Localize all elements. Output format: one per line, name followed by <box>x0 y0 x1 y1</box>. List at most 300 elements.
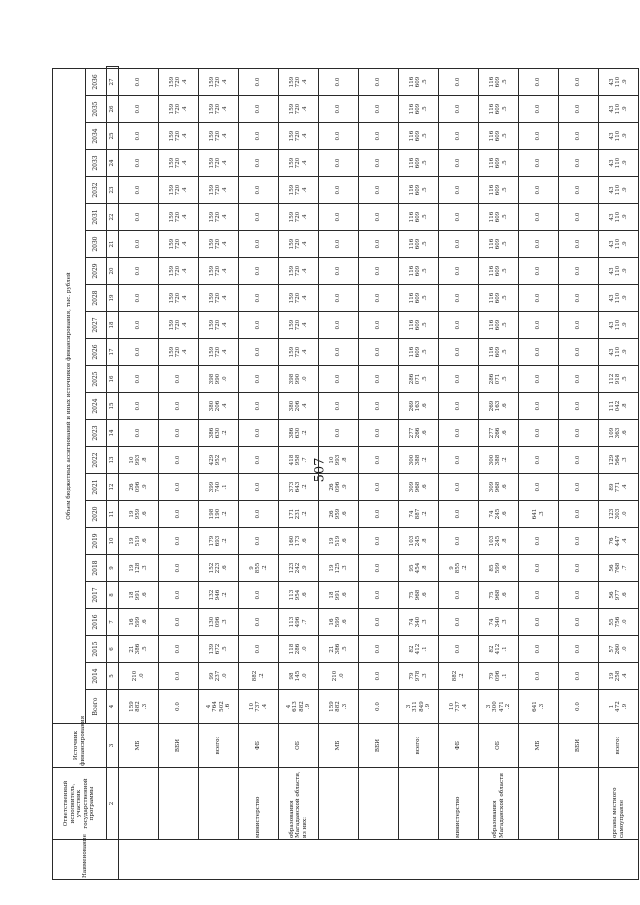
value-cell <box>519 231 559 258</box>
value-cell <box>519 68 559 95</box>
value-cell <box>199 636 239 663</box>
value-cell <box>359 258 399 285</box>
column-number: 10 <box>107 528 119 555</box>
value-text: 0.0 <box>455 509 462 519</box>
value-text: 0.0 <box>335 347 342 357</box>
value-text: 74 887 .2 <box>408 508 428 520</box>
value-text: 0.0 <box>535 158 542 168</box>
executor-cell <box>119 768 159 840</box>
value-text: 0.0 <box>535 185 542 195</box>
value-text: 0.0 <box>375 131 382 141</box>
value-cell <box>279 582 319 609</box>
value-text: 10 993 .8 <box>328 454 348 466</box>
value-cell <box>559 123 599 150</box>
value-text: 198 190 .2 <box>208 508 228 520</box>
executor-cell <box>519 768 559 840</box>
value-cell <box>239 474 279 501</box>
value-text: 43 110 .9 <box>608 292 628 304</box>
value-text: 0.0 <box>535 374 542 384</box>
value-cell <box>439 663 479 690</box>
value-cell <box>119 96 159 123</box>
value-text: 21 386 .5 <box>328 643 348 655</box>
column-number: 23 <box>107 177 119 204</box>
page-number: 507 <box>312 457 328 483</box>
value-text: 0.0 <box>575 212 582 222</box>
value-text: 159 882 .3 <box>328 701 348 712</box>
value-text: 0.0 <box>135 374 142 384</box>
value-text: 159 720 .4 <box>168 238 188 250</box>
value-text: 380 206 .4 <box>288 400 308 412</box>
value-cell <box>319 474 359 501</box>
value-cell <box>439 474 479 501</box>
value-cell <box>599 177 639 204</box>
value-cell <box>199 177 239 204</box>
value-cell <box>559 177 599 204</box>
value-cell <box>119 582 159 609</box>
value-cell <box>279 366 319 393</box>
value-text: 0.0 <box>455 212 462 222</box>
value-cell <box>279 123 319 150</box>
value-text: 0.0 <box>455 104 462 114</box>
value-cell <box>239 447 279 474</box>
column-number: 25 <box>107 123 119 150</box>
value-cell <box>599 150 639 177</box>
value-cell <box>399 123 439 150</box>
value-text: 159 720 .4 <box>288 238 308 250</box>
value-text: 277 266 .6 <box>408 427 428 439</box>
value-cell <box>399 177 439 204</box>
value-text: 43 110 .9 <box>608 184 628 196</box>
value-text: 0.0 <box>135 401 142 411</box>
value-cell <box>479 501 519 528</box>
value-text: 43 110 .9 <box>608 265 628 277</box>
value-text: 0.0 <box>575 428 582 438</box>
column-number: 15 <box>107 393 119 420</box>
table-row <box>599 67 639 880</box>
value-cell <box>439 420 479 447</box>
year-header: 2022 <box>86 447 107 474</box>
value-cell <box>319 528 359 555</box>
name-cell <box>119 840 639 880</box>
column-number: 11 <box>107 501 119 528</box>
value-cell <box>239 150 279 177</box>
value-text: 116 609 .5 <box>408 319 428 331</box>
value-text: 0.0 <box>175 563 182 573</box>
value-cell <box>119 474 159 501</box>
executor-cell: образования Магаданской области <box>479 768 519 840</box>
value-text: 0.0 <box>535 644 542 654</box>
value-text: 0.0 <box>535 590 542 600</box>
year-header: 2034 <box>86 123 107 150</box>
value-cell <box>519 285 559 312</box>
value-cell <box>159 501 199 528</box>
value-cell <box>519 177 559 204</box>
value-cell <box>399 285 439 312</box>
value-cell <box>239 582 279 609</box>
value-text: 0.0 <box>455 617 462 627</box>
value-text: 0.0 <box>335 158 342 168</box>
value-text: 0.0 <box>175 455 182 465</box>
value-text: 4 764 502 .6 <box>205 701 231 712</box>
value-text: 0.0 <box>175 702 182 711</box>
value-text: 0.0 <box>575 401 582 411</box>
value-cell <box>519 258 559 285</box>
value-cell <box>319 555 359 582</box>
value-text: 79 096 .1 <box>488 670 508 682</box>
table-row <box>239 67 279 880</box>
value-text: 116 609 .5 <box>408 346 428 358</box>
value-text: 112 918 .5 <box>608 373 628 385</box>
value-cell <box>519 150 559 177</box>
value-text: 139 672 .5 <box>208 643 228 655</box>
value-cell <box>279 690 319 724</box>
value-text: 159 720 .4 <box>208 292 228 304</box>
value-cell <box>119 258 159 285</box>
value-cell <box>399 447 439 474</box>
column-number: 14 <box>107 420 119 447</box>
value-text: 0.0 <box>535 104 542 114</box>
value-text: 0.0 <box>455 77 462 87</box>
column-number: 9 <box>107 555 119 582</box>
header-row <box>53 67 86 880</box>
table-row <box>439 67 479 880</box>
value-cell <box>159 150 199 177</box>
value-cell <box>359 555 399 582</box>
value-cell <box>319 285 359 312</box>
value-cell <box>279 339 319 366</box>
value-cell <box>239 68 279 95</box>
value-text: 0.0 <box>335 401 342 411</box>
value-cell <box>559 528 599 555</box>
value-cell <box>559 366 599 393</box>
year-header: 2035 <box>86 96 107 123</box>
value-cell <box>319 501 359 528</box>
value-cell <box>359 312 399 339</box>
value-cell <box>159 177 199 204</box>
value-cell <box>559 393 599 420</box>
value-cell <box>479 96 519 123</box>
value-text: 159 720 .4 <box>208 76 228 88</box>
value-cell <box>479 420 519 447</box>
value-text: 0.0 <box>255 428 262 438</box>
value-text: 0.0 <box>375 77 382 87</box>
value-cell <box>159 339 199 366</box>
value-cell <box>399 366 439 393</box>
value-text: 0.0 <box>375 671 382 681</box>
budget-table-sheet <box>52 66 628 880</box>
value-cell <box>159 123 199 150</box>
value-text: 0.0 <box>535 428 542 438</box>
value-text: 116 609 .5 <box>488 130 508 142</box>
value-text: 0.0 <box>575 590 582 600</box>
funding-source-cell: всего: <box>599 724 639 768</box>
year-header: 2018 <box>86 555 107 582</box>
value-cell <box>199 231 239 258</box>
value-text: 159 720 .4 <box>168 76 188 88</box>
value-text: 398 990 .0 <box>208 373 228 385</box>
value-cell <box>599 582 639 609</box>
value-cell <box>519 420 559 447</box>
value-cell <box>359 609 399 636</box>
value-cell <box>519 528 559 555</box>
value-cell <box>159 285 199 312</box>
value-text: 75 968 .6 <box>408 589 428 601</box>
value-cell <box>279 96 319 123</box>
value-cell <box>399 636 439 663</box>
value-cell <box>359 285 399 312</box>
value-text: 159 720 .4 <box>208 238 228 250</box>
value-text: 159 720 .4 <box>288 157 308 169</box>
value-cell <box>439 150 479 177</box>
value-cell <box>439 231 479 258</box>
value-text: 0.0 <box>375 644 382 654</box>
value-cell <box>359 177 399 204</box>
value-cell <box>119 690 159 724</box>
value-cell <box>399 582 439 609</box>
value-cell <box>519 609 559 636</box>
year-header: 2025 <box>86 366 107 393</box>
value-text: 0.0 <box>135 77 142 87</box>
year-header: 2023 <box>86 420 107 447</box>
value-text: 380 206 .4 <box>208 400 228 412</box>
column-number: 6 <box>107 636 119 663</box>
value-text: 0.0 <box>575 536 582 546</box>
value-text: 26 096 .9 <box>328 481 348 493</box>
value-text: 10 737 .4 <box>448 701 468 712</box>
value-text: 0.0 <box>455 185 462 195</box>
value-text: 0.0 <box>255 482 262 492</box>
value-text: 0.0 <box>255 374 262 384</box>
value-cell <box>199 123 239 150</box>
value-cell <box>599 690 639 724</box>
value-cell <box>319 312 359 339</box>
value-cell <box>439 204 479 231</box>
value-cell <box>599 285 639 312</box>
value-cell <box>399 312 439 339</box>
value-text: 99 237 .0 <box>208 670 228 682</box>
value-cell <box>559 339 599 366</box>
value-text: 386 630 .2 <box>288 427 308 439</box>
value-cell <box>119 204 159 231</box>
funding-source-cell: ВБИ <box>359 724 399 768</box>
value-cell <box>439 96 479 123</box>
value-text: 0.0 <box>575 644 582 654</box>
value-text: 56 768 .7 <box>608 562 628 574</box>
value-cell <box>519 366 559 393</box>
value-text: 159 720 .4 <box>168 130 188 142</box>
value-cell <box>159 393 199 420</box>
value-text: 159 720 .4 <box>288 211 308 223</box>
value-text: 0.0 <box>335 239 342 249</box>
value-text: 0.0 <box>575 509 582 519</box>
value-text: 10 737 .4 <box>248 701 268 712</box>
value-text: 0.0 <box>135 185 142 195</box>
value-text: 373 643 .2 <box>288 481 308 493</box>
value-cell <box>479 177 519 204</box>
value-text: 0.0 <box>175 617 182 627</box>
value-text: 116 609 .5 <box>488 238 508 250</box>
value-text: 113 954 .6 <box>288 589 308 601</box>
value-cell <box>479 582 519 609</box>
value-cell <box>479 528 519 555</box>
value-cell <box>599 204 639 231</box>
year-header: 2028 <box>86 285 107 312</box>
column-number: 24 <box>107 150 119 177</box>
value-text: 0.0 <box>335 131 342 141</box>
value-text: 159 720 .4 <box>288 346 308 358</box>
value-cell <box>359 582 399 609</box>
value-cell <box>479 204 519 231</box>
value-text: 0.0 <box>375 320 382 330</box>
value-text: 43 110 .9 <box>608 76 628 88</box>
value-cell <box>599 555 639 582</box>
value-text: 0.0 <box>135 158 142 168</box>
value-cell <box>439 690 479 724</box>
value-text: 0.0 <box>255 77 262 87</box>
year-header: 2033 <box>86 150 107 177</box>
value-text: 0.0 <box>375 401 382 411</box>
value-text: 0.0 <box>375 239 382 249</box>
value-cell <box>319 393 359 420</box>
value-cell <box>599 312 639 339</box>
rotated-table-container <box>52 66 628 880</box>
value-text: 89 771 .4 <box>608 481 628 493</box>
value-cell <box>559 474 599 501</box>
value-text: 159 720 .4 <box>288 265 308 277</box>
value-text: 386 630 .2 <box>208 427 228 439</box>
value-cell <box>399 690 439 724</box>
value-text: 0.0 <box>255 212 262 222</box>
value-cell <box>479 339 519 366</box>
table-row <box>279 67 319 880</box>
value-cell <box>119 609 159 636</box>
value-text: 0.0 <box>175 644 182 654</box>
value-cell <box>399 474 439 501</box>
value-cell <box>519 447 559 474</box>
column-number: 21 <box>107 231 119 258</box>
funding-source-cell: МБ <box>519 724 559 768</box>
value-text: 0.0 <box>335 104 342 114</box>
column-number: 22 <box>107 204 119 231</box>
value-text: 0.0 <box>575 104 582 114</box>
value-cell <box>239 204 279 231</box>
value-cell <box>559 582 599 609</box>
value-text: 55 756 .0 <box>608 616 628 628</box>
value-text: 0.0 <box>135 320 142 330</box>
value-cell <box>319 204 359 231</box>
value-text: 19 519 .6 <box>328 535 348 547</box>
value-cell <box>199 501 239 528</box>
value-cell <box>479 636 519 663</box>
value-text: 129 564 .3 <box>608 454 628 466</box>
value-cell <box>599 339 639 366</box>
value-cell <box>159 690 199 724</box>
value-text: 0.0 <box>255 158 262 168</box>
value-cell <box>479 231 519 258</box>
value-cell <box>559 555 599 582</box>
value-text: 10 993 .8 <box>128 454 148 466</box>
value-cell <box>479 366 519 393</box>
value-text: 0.0 <box>575 293 582 303</box>
value-cell <box>439 68 479 95</box>
column-number: 7 <box>107 609 119 636</box>
value-text: 159 720 .4 <box>288 184 308 196</box>
value-text: 74 245 .6 <box>488 508 508 520</box>
value-text: 0.0 <box>375 185 382 195</box>
value-text: 159 720 .4 <box>168 103 188 115</box>
value-text: 399 740 .1 <box>208 481 228 493</box>
value-cell <box>399 420 439 447</box>
value-cell <box>399 528 439 555</box>
value-cell <box>199 204 239 231</box>
value-text: 43 110 .9 <box>608 319 628 331</box>
value-text: 56 977 .6 <box>608 589 628 601</box>
value-text: 0.0 <box>455 266 462 276</box>
value-cell <box>119 393 159 420</box>
value-text: 0.0 <box>535 239 542 249</box>
value-cell <box>199 474 239 501</box>
year-header: 2029 <box>86 258 107 285</box>
value-cell <box>119 312 159 339</box>
value-cell <box>399 501 439 528</box>
value-text: 0.0 <box>575 671 582 681</box>
value-text: 116 609 .5 <box>408 184 428 196</box>
value-text: 0.0 <box>375 702 382 711</box>
value-text: 0.0 <box>455 239 462 249</box>
value-text: 0.0 <box>535 617 542 627</box>
value-text: 0.0 <box>535 401 542 411</box>
value-text: 0.0 <box>455 482 462 492</box>
value-cell <box>519 690 559 724</box>
value-text: 0.0 <box>375 104 382 114</box>
value-cell <box>279 528 319 555</box>
value-text: 9 855 .2 <box>448 562 468 574</box>
value-cell <box>119 339 159 366</box>
value-text: 0.0 <box>575 185 582 195</box>
value-text: 0.0 <box>175 509 182 519</box>
value-cell <box>159 366 199 393</box>
header-funding-source: Источник финансирования <box>53 724 107 768</box>
value-cell <box>159 420 199 447</box>
value-text: 19 519 .6 <box>128 535 148 547</box>
column-number <box>107 67 119 69</box>
value-text: 286 071 .5 <box>488 373 508 385</box>
value-cell <box>599 501 639 528</box>
value-cell <box>359 474 399 501</box>
value-cell <box>479 312 519 339</box>
value-cell <box>519 501 559 528</box>
value-cell <box>319 339 359 366</box>
value-text: 118 286 .0 <box>288 643 308 655</box>
value-text: 0.0 <box>455 455 462 465</box>
value-cell <box>599 474 639 501</box>
value-text: 0.0 <box>135 347 142 357</box>
value-text: 286 071 .5 <box>408 373 428 385</box>
value-text: 159 720 .4 <box>288 76 308 88</box>
header-executor: Ответственный исполнитель, участник государственной программы <box>53 768 107 840</box>
value-cell <box>439 312 479 339</box>
value-text: 0.0 <box>535 482 542 492</box>
value-cell <box>319 636 359 663</box>
value-text: 0.0 <box>375 563 382 573</box>
value-text: 43 110 .9 <box>608 238 628 250</box>
value-cell <box>319 258 359 285</box>
value-text: 269 163 .6 <box>408 400 428 412</box>
value-text: 0.0 <box>255 590 262 600</box>
value-cell <box>319 663 359 690</box>
value-cell <box>159 258 199 285</box>
value-cell <box>199 420 239 447</box>
